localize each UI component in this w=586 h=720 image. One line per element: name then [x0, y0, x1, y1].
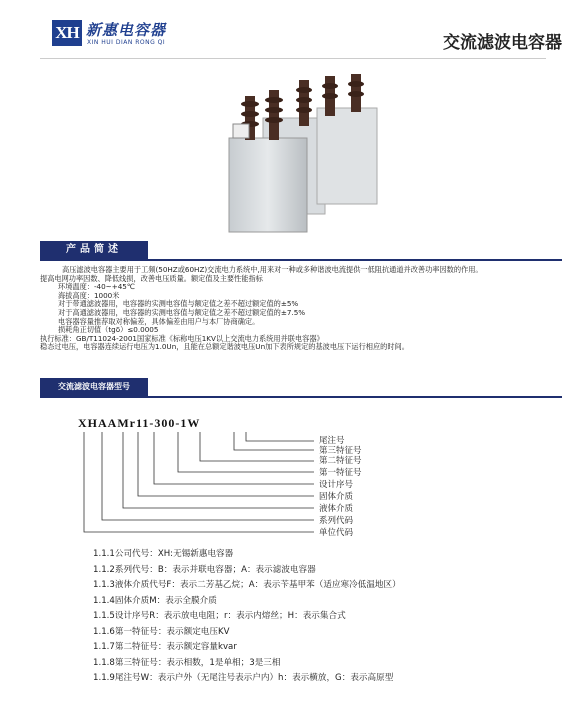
desc-line: 执行标准：GB/T11024-2001国家标准《标称电压1KV以上交流电力系统用并联电容器》 [40, 333, 324, 343]
code-item: 1.1.8第三特征号：表示相数，1是单相；3是三相 [93, 657, 281, 668]
desc-line: 稳态过电压，电容器连续运行电压为1.0Un，且能在总额定谐波电压Un加下表所规定的基波电压下运行相应的时间。 [40, 342, 409, 352]
label-series-code: 系列代码 [319, 516, 354, 526]
code-item: 1.1.5设计序号R：表示放电电阻；r：表示内熔丝；H：表示集合式 [93, 611, 346, 621]
model-code: XHAAMr11-300-1W [78, 416, 201, 430]
code-item: 1.1.6第一特征号：表示额定电压KV [93, 626, 230, 637]
desc-line: 提高电网功率因数、降低线损，改善电压质量。额定值及主要性能指标 [40, 273, 263, 283]
desc-line: 对于高通滤波器用，电容器的实测电容值与额定值之差不超过额定值的±7.5% [58, 307, 306, 317]
label-first-feature: 第一特征号 [319, 468, 362, 478]
code-definitions [93, 547, 401, 687]
desc-line: 电容器容量推荐取对称偏差，具体偏差由用户与本厂协商确定。 [58, 316, 260, 326]
logo-english-name: XIN HUI DIAN RONG QI [87, 39, 166, 46]
code-item: 1.1.7第二特征号：表示额定容量kvar [93, 642, 237, 652]
desc-line: 对于带通滤波器用，电容器的实测电容值与额定值之差不超过额定值的±5% [58, 299, 299, 309]
label-liquid-medium: 液体介质 [319, 504, 354, 514]
company-logo: XH [52, 20, 82, 46]
code-item: 1.1.2系列代号：B：表示并联电容器；A：表示滤波电容器 [93, 564, 316, 575]
desc-line: 高压滤波电容器主要用于工频(50HZ或60HZ)交流电力系统中,用来对一种或多种谐波电流提供一低阻抗通道并改善功率因数的作用。 [62, 265, 483, 274]
page-title: 交流滤波电容器 [443, 33, 562, 53]
label-suffix: 尾注号 [319, 436, 345, 446]
label-third-feature: 第三特征号 [319, 446, 362, 456]
label-second-feature: 第二特征号 [319, 456, 362, 466]
desc-line: 环境温度：-40~+45℃ [58, 282, 135, 292]
desc-line: 损耗角正切值（tgδ）≤0.0005 [58, 325, 159, 335]
section-heading-overview: 产品简述 [40, 241, 148, 259]
code-item: 1.1.9尾注号W：表示户外（无尾注号表示户内）h：表示横放，G：表示高原型 [93, 673, 394, 683]
code-item: 1.1.3液体介质代号F：表示二芳基乙烷；A：表示苄基甲苯（适应寒冷低温地区） [93, 580, 401, 590]
label-unit-code: 单位代码 [319, 528, 354, 538]
code-item: 1.1.1公司代号：XH:无锡新惠电容器 [93, 549, 234, 559]
label-solid-medium: 固体介质 [319, 492, 354, 502]
code-item: 1.1.4固体介质M：表示全膜介质 [93, 595, 217, 606]
desc-line: 海拔高度：1000米 [58, 290, 120, 300]
label-design-serial: 设计序号 [319, 480, 354, 490]
section-heading-model: 交流滤波电容器型号 [40, 378, 148, 396]
logo-chinese-name: 新惠电容器 [86, 21, 167, 39]
